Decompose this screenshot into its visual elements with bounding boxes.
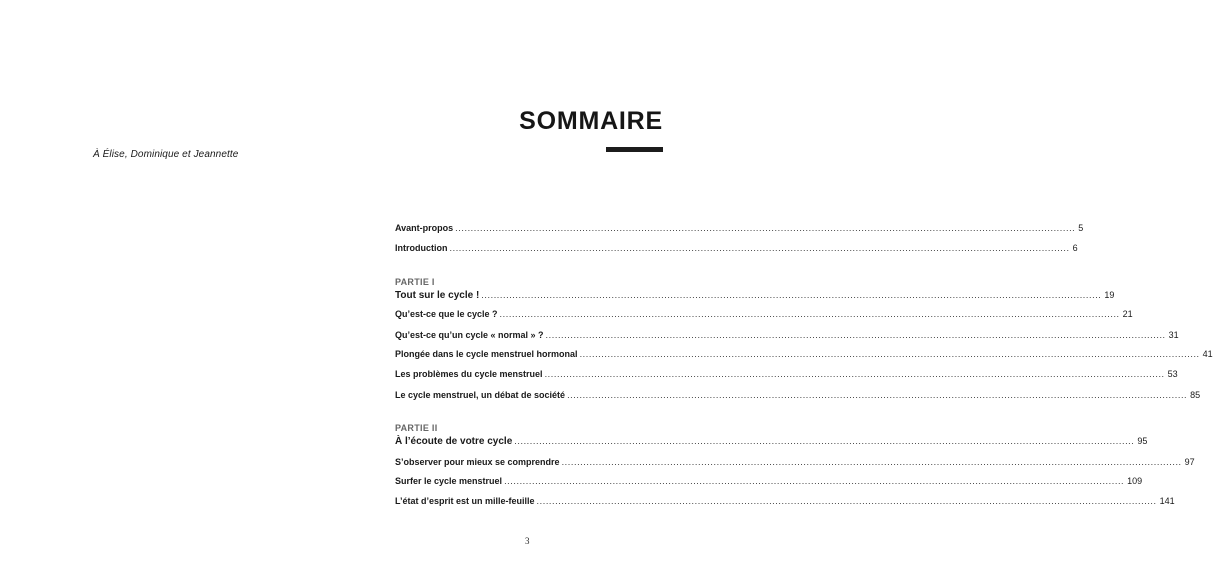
toc-entry-page: 19 [1104,290,1115,300]
toc-part-heading[interactable] [395,289,1115,302]
toc-entry-label: S’observer pour mieux se comprendre [395,457,560,467]
toc-entry[interactable] [395,348,1213,360]
toc-entry[interactable] [395,495,1175,507]
toc-leader-dots: ........................................................................................................................................................................................................ [544,369,1165,379]
toc-leader-dots: ........................................................................................................................................................................................................ [481,290,1102,300]
toc-entry-page: 53 [1167,369,1178,379]
toc-entry-label: L’état d’esprit est un mille-feuille [395,496,535,506]
toc-leader-dots: ........................................................................................................................................................................................................ [499,309,1120,319]
page-title: SOMMAIRE [519,107,663,135]
toc-leader-dots: ........................................................................................................................................................................................................ [504,476,1125,486]
toc-leader-dots: ........................................................................................................................................................................................................ [455,223,1076,233]
toc-entry-label: Introduction [395,243,448,253]
part-label: PARTIE II [395,423,438,433]
toc-entry[interactable] [395,329,1179,341]
toc-entry-page: 41 [1202,349,1213,359]
toc-entry-page: 21 [1122,309,1133,319]
toc-leader-dots: ........................................................................................................................................................................................................ [579,349,1200,359]
toc-entry-avant-propos[interactable] [395,222,1084,234]
toc-entry[interactable] [395,368,1178,380]
toc-entry-label: Qu’est-ce que le cycle ? [395,309,498,319]
toc-entry[interactable] [395,475,1143,487]
toc-entry-page: 6 [1072,243,1078,253]
toc-entry-label: Plongée dans le cycle menstruel hormonal [395,349,578,359]
toc-entry-page: 85 [1190,390,1201,400]
title-underline [606,147,663,152]
toc-entry[interactable] [395,389,1201,401]
toc-part-heading[interactable] [395,435,1148,448]
toc-leader-dots: ........................................................................................................................................................................................................ [567,390,1188,400]
toc-entry-page: 95 [1137,436,1148,446]
toc-entry-label: Tout sur le cycle ! [395,290,480,301]
toc-entry-page: 141 [1159,496,1175,506]
toc-leader-dots: ........................................................................................................................................................................................................ [514,436,1135,446]
toc-entry-page: 5 [1078,223,1084,233]
toc-entry-label: Les problèmes du cycle menstruel [395,369,543,379]
toc-leader-dots: ........................................................................................................................................................................................................ [536,496,1157,506]
toc-entry-page: 97 [1184,457,1195,467]
toc-leader-dots: ........................................................................................................................................................................................................ [545,330,1166,340]
toc-entry[interactable] [395,456,1195,468]
toc-leader-dots: ........................................................................................................................................................................................................ [449,243,1070,253]
toc-entry-label: Surfer le cycle menstruel [395,476,503,486]
page-number: 3 [525,536,530,546]
toc-entry-label: Le cycle menstruel, un débat de société [395,390,566,400]
toc-entry-label: Qu’est-ce qu’un cycle « normal » ? [395,330,544,340]
dedication: À Élise, Dominique et Jeannette [93,149,239,160]
toc-entry-page: 31 [1168,330,1179,340]
toc-entry-introduction[interactable] [395,242,1078,254]
toc-entry-label: Avant-propos [395,223,454,233]
toc-entry-page: 109 [1127,476,1143,486]
toc-leader-dots: ........................................................................................................................................................................................................ [561,457,1182,467]
toc-entry-label: À l’écoute de votre cycle [395,436,513,447]
part-label: PARTIE I [395,277,435,287]
toc-entry[interactable] [395,308,1133,320]
